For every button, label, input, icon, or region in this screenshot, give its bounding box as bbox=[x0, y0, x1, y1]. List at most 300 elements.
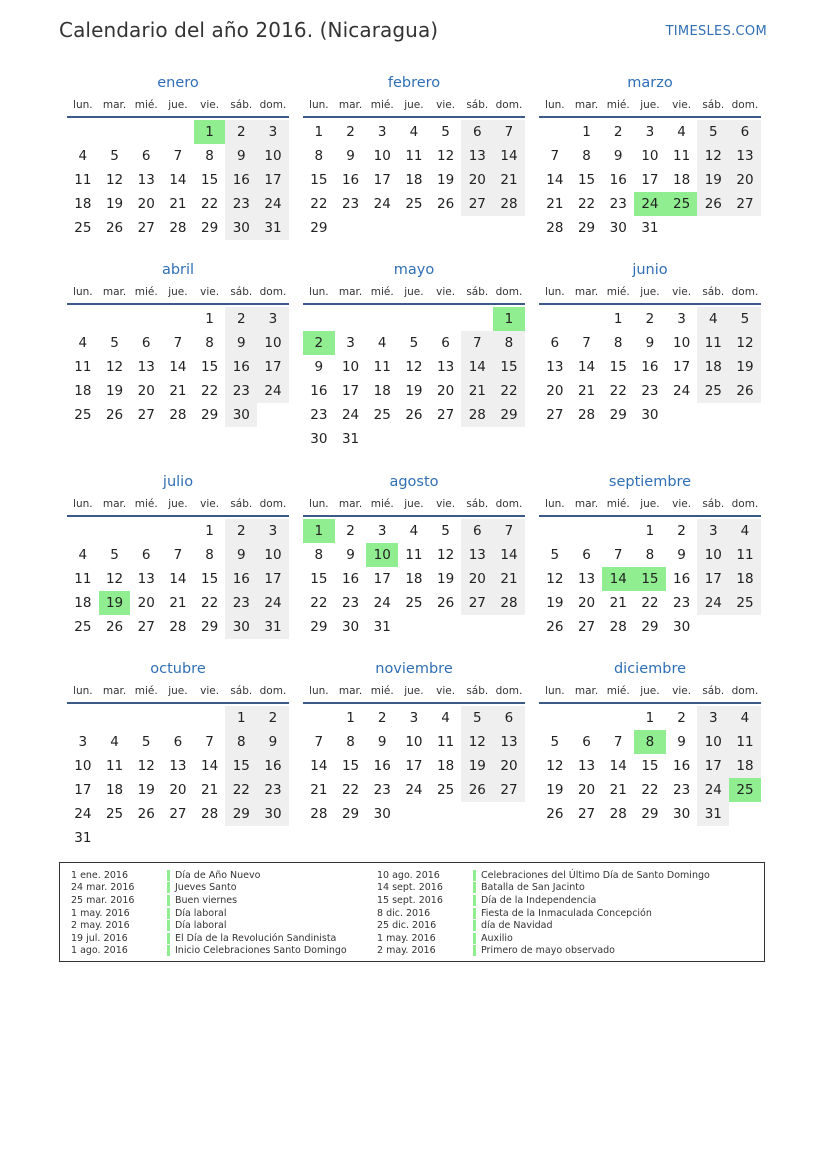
legend-holiday-name: Batalla de San Jacinto bbox=[481, 882, 585, 894]
day-cell: 10 bbox=[641, 148, 659, 164]
day-cell: 2 bbox=[257, 706, 289, 730]
day-cell: 8 bbox=[582, 148, 591, 164]
day-cell: 9 bbox=[677, 734, 686, 750]
day-cell: 13 bbox=[461, 144, 493, 168]
day-cell: 24 bbox=[257, 591, 289, 615]
day-empty bbox=[194, 826, 226, 850]
month-agosto bbox=[303, 471, 525, 639]
day-cell: 11 bbox=[405, 148, 423, 164]
week-row bbox=[539, 567, 761, 591]
day-empty bbox=[729, 615, 761, 639]
day-cell: 10 bbox=[74, 758, 92, 774]
day-cell: 28 bbox=[609, 619, 627, 635]
day-cell: 13 bbox=[577, 571, 596, 587]
day-cell: 15 bbox=[493, 355, 525, 379]
month-title: octubre bbox=[150, 661, 206, 677]
weekday-label: mar. bbox=[338, 99, 363, 111]
holiday-marker-icon bbox=[473, 920, 476, 931]
day-cell: 19 bbox=[105, 196, 124, 212]
day-cell: 23 bbox=[641, 383, 659, 399]
weekday-label: dom. bbox=[495, 685, 523, 697]
month-title: enero bbox=[157, 75, 199, 91]
day-cell: 12 bbox=[105, 359, 124, 375]
day-cell: 29 bbox=[201, 220, 219, 236]
month-title: agosto bbox=[389, 474, 439, 490]
day-cell: 21 bbox=[577, 383, 596, 399]
day-cell: 3 bbox=[697, 706, 729, 730]
day-cell: 25 bbox=[437, 782, 455, 798]
day-cell: 5 bbox=[550, 547, 560, 563]
day-cell: 9 bbox=[257, 730, 289, 754]
day-cell: 31 bbox=[697, 802, 729, 826]
weekday-header bbox=[67, 680, 289, 702]
day-cell: 11 bbox=[405, 547, 423, 563]
day-cell: 13 bbox=[169, 758, 187, 774]
legend-date: 1 ago. 2016 bbox=[71, 945, 128, 957]
day-cell: 11 bbox=[437, 734, 455, 750]
day-cell: 12 bbox=[546, 571, 564, 587]
day-cell: 10 bbox=[697, 543, 729, 567]
day-cell: 5 bbox=[110, 547, 119, 563]
day-cell: 3 bbox=[697, 519, 729, 543]
legend-holiday-name: Día laboral bbox=[175, 920, 227, 932]
day-cell: 4 bbox=[78, 148, 88, 164]
week-row bbox=[67, 120, 289, 144]
day-cell: 6 bbox=[141, 547, 151, 563]
day-cell: 17 bbox=[257, 168, 289, 192]
weekday-label: mié. bbox=[606, 286, 630, 298]
day-cell: 4 bbox=[441, 710, 450, 726]
day-empty bbox=[366, 427, 398, 451]
holiday-marker-icon bbox=[167, 870, 170, 881]
day-cell: 5 bbox=[441, 124, 450, 140]
day-cell: 3 bbox=[257, 120, 289, 144]
holiday-marker-icon bbox=[473, 882, 476, 893]
holiday-marker-icon bbox=[473, 895, 476, 906]
day-cell: 5 bbox=[550, 734, 560, 750]
week-row bbox=[539, 778, 761, 802]
day-cell: 9 bbox=[225, 331, 257, 355]
day-cell: 16 bbox=[373, 758, 391, 774]
day-empty bbox=[539, 706, 571, 730]
week-row bbox=[303, 379, 525, 403]
legend-item bbox=[71, 869, 347, 882]
day-cell: 25 bbox=[74, 220, 92, 236]
header-divider bbox=[303, 515, 525, 517]
day-cell: 19 bbox=[546, 782, 564, 798]
day-empty bbox=[539, 519, 571, 543]
day-cell: 28 bbox=[201, 806, 219, 822]
day-cell: 10 bbox=[257, 543, 289, 567]
day-cell: 20 bbox=[137, 383, 155, 399]
weekday-label: mié. bbox=[606, 685, 630, 697]
day-cell: 11 bbox=[74, 172, 92, 188]
day-cell: 3 bbox=[409, 710, 419, 726]
day-cell: 22 bbox=[493, 379, 525, 403]
header-divider bbox=[67, 515, 289, 517]
day-cell: 4 bbox=[729, 706, 761, 730]
day-cell: 17 bbox=[373, 172, 391, 188]
day-cell: 14 bbox=[461, 355, 493, 379]
weekday-label: sáb. bbox=[230, 99, 253, 111]
day-cell: 25 bbox=[729, 591, 761, 615]
day-cell: 21 bbox=[310, 782, 328, 798]
day-cell: 30 bbox=[257, 802, 289, 826]
legend-item bbox=[71, 907, 347, 920]
day-cell: 15 bbox=[341, 758, 360, 774]
day-cell: 22 bbox=[225, 778, 257, 802]
day-cell: 18 bbox=[405, 571, 423, 587]
day-cell: 18 bbox=[405, 172, 423, 188]
day-cell: 14 bbox=[169, 359, 187, 375]
day-empty bbox=[666, 403, 698, 427]
holiday-marker-icon bbox=[473, 908, 476, 919]
weekday-label: vie. bbox=[436, 286, 456, 298]
weekday-label: jue. bbox=[640, 685, 660, 697]
week-row bbox=[67, 403, 289, 427]
day-cell: 3 bbox=[645, 124, 655, 140]
week-row bbox=[303, 730, 525, 754]
day-cell: 23 bbox=[225, 591, 257, 615]
day-cell-holiday: 10 bbox=[366, 543, 398, 567]
day-cell: 8 bbox=[205, 547, 214, 563]
day-cell: 7 bbox=[314, 734, 324, 750]
day-cell: 19 bbox=[729, 355, 761, 379]
day-cell: 5 bbox=[461, 706, 493, 730]
day-cell: 8 bbox=[225, 730, 257, 754]
day-cell: 26 bbox=[546, 806, 564, 822]
day-cell: 24 bbox=[673, 383, 691, 399]
legend-column-right bbox=[377, 869, 710, 957]
week-row bbox=[303, 591, 525, 615]
holiday-marker-icon bbox=[167, 908, 170, 919]
weekday-label: dom. bbox=[259, 498, 287, 510]
weekday-header bbox=[67, 94, 289, 116]
day-cell-holiday: 19 bbox=[99, 591, 131, 615]
week-row bbox=[539, 120, 761, 144]
weekday-label: mar. bbox=[102, 685, 127, 697]
weekday-header bbox=[303, 281, 525, 303]
day-empty bbox=[493, 427, 525, 451]
day-cell: 27 bbox=[577, 806, 596, 822]
day-cell: 6 bbox=[141, 148, 151, 164]
header-divider bbox=[67, 303, 289, 305]
day-cell: 10 bbox=[697, 730, 729, 754]
day-cell: 4 bbox=[78, 547, 88, 563]
weekday-header bbox=[539, 493, 761, 515]
legend-item bbox=[71, 945, 347, 958]
day-empty bbox=[194, 706, 226, 730]
weekday-label: mié. bbox=[134, 685, 158, 697]
day-cell: 30 bbox=[673, 806, 691, 822]
month-title: febrero bbox=[387, 75, 441, 91]
legend-date: 24 mar. 2016 bbox=[71, 882, 135, 894]
day-empty bbox=[398, 216, 430, 240]
day-cell: 1 bbox=[582, 124, 591, 140]
day-cell: 18 bbox=[74, 383, 92, 399]
day-cell: 20 bbox=[437, 383, 455, 399]
day-empty bbox=[130, 120, 162, 144]
day-cell: 15 bbox=[201, 359, 219, 375]
legend-holiday-name: Día de la Independencia bbox=[481, 894, 597, 906]
week-row bbox=[67, 216, 289, 240]
day-cell: 19 bbox=[546, 595, 564, 611]
day-cell: 17 bbox=[673, 359, 691, 375]
day-cell: 30 bbox=[310, 431, 328, 447]
weekday-label: mié. bbox=[134, 99, 158, 111]
day-cell: 2 bbox=[613, 124, 623, 140]
day-cell-holiday: 14 bbox=[602, 567, 634, 591]
weekday-label: dom. bbox=[259, 685, 287, 697]
day-cell: 3 bbox=[346, 335, 355, 351]
header-divider bbox=[67, 116, 289, 118]
day-empty bbox=[130, 826, 162, 850]
day-cell: 26 bbox=[137, 806, 155, 822]
legend-date: 2 may. 2016 bbox=[71, 920, 130, 932]
day-empty bbox=[162, 120, 194, 144]
day-cell: 2 bbox=[677, 710, 686, 726]
day-cell: 13 bbox=[137, 172, 155, 188]
day-cell: 21 bbox=[493, 168, 525, 192]
day-cell: 20 bbox=[137, 196, 155, 212]
day-cell: 4 bbox=[729, 519, 761, 543]
day-cell: 29 bbox=[577, 220, 596, 236]
day-cell: 26 bbox=[105, 619, 124, 635]
day-empty bbox=[539, 307, 571, 331]
month-octubre bbox=[67, 658, 289, 850]
day-cell: 30 bbox=[609, 220, 627, 236]
day-cell: 23 bbox=[341, 196, 360, 212]
legend-date: 10 ago. 2016 bbox=[377, 869, 440, 881]
day-cell: 20 bbox=[729, 168, 761, 192]
day-cell: 25 bbox=[74, 407, 92, 423]
day-cell: 22 bbox=[201, 383, 219, 399]
day-empty bbox=[729, 802, 761, 826]
day-cell: 9 bbox=[346, 547, 355, 563]
day-cell: 23 bbox=[609, 196, 627, 212]
day-cell: 19 bbox=[697, 168, 729, 192]
week-row bbox=[67, 826, 289, 850]
day-cell: 11 bbox=[74, 359, 92, 375]
weekday-label: dom. bbox=[495, 99, 523, 111]
day-empty bbox=[398, 802, 430, 826]
weekday-label: sáb. bbox=[466, 685, 489, 697]
day-cell: 7 bbox=[205, 734, 214, 750]
day-cell: 14 bbox=[201, 758, 219, 774]
day-empty bbox=[67, 307, 99, 331]
day-cell: 5 bbox=[110, 335, 119, 351]
day-cell: 18 bbox=[729, 754, 761, 778]
day-cell: 17 bbox=[697, 754, 729, 778]
week-row bbox=[67, 331, 289, 355]
day-cell: 6 bbox=[441, 335, 450, 351]
day-cell-holiday: 25 bbox=[666, 192, 698, 216]
day-cell: 19 bbox=[137, 782, 155, 798]
day-cell: 4 bbox=[409, 124, 419, 140]
day-cell: 15 bbox=[225, 754, 257, 778]
day-cell: 19 bbox=[437, 571, 455, 587]
weekday-label: mar. bbox=[338, 286, 363, 298]
day-cell: 29 bbox=[493, 403, 525, 427]
day-empty bbox=[99, 826, 131, 850]
brand-logo[interactable]: TIMESLES.COM bbox=[665, 24, 767, 39]
day-cell: 21 bbox=[609, 595, 627, 611]
day-empty bbox=[366, 216, 398, 240]
day-cell: 18 bbox=[729, 567, 761, 591]
weekday-header bbox=[303, 680, 525, 702]
day-cell: 16 bbox=[225, 567, 257, 591]
legend-holiday-name: Buen viernes bbox=[175, 894, 238, 906]
weekday-label: jue. bbox=[404, 99, 424, 111]
header-divider bbox=[539, 702, 761, 704]
day-cell: 2 bbox=[346, 124, 355, 140]
month-abril bbox=[67, 259, 289, 427]
day-cell: 30 bbox=[225, 216, 257, 240]
day-cell: 7 bbox=[550, 148, 560, 164]
day-cell: 31 bbox=[74, 830, 92, 846]
day-cell: 23 bbox=[673, 595, 691, 611]
day-cell: 26 bbox=[105, 220, 124, 236]
day-cell: 12 bbox=[105, 172, 124, 188]
day-cell: 5 bbox=[110, 148, 119, 164]
day-cell-holiday: 1 bbox=[303, 519, 335, 543]
day-cell: 13 bbox=[546, 359, 564, 375]
weekday-label: jue. bbox=[404, 498, 424, 510]
day-cell: 22 bbox=[201, 196, 219, 212]
day-empty bbox=[162, 519, 194, 543]
weekday-label: lun. bbox=[545, 99, 565, 111]
weekday-label: mar. bbox=[574, 286, 599, 298]
month-septiembre bbox=[539, 471, 761, 639]
day-cell: 5 bbox=[409, 335, 419, 351]
day-cell: 27 bbox=[137, 407, 155, 423]
day-cell: 25 bbox=[105, 806, 124, 822]
holiday-marker-icon bbox=[473, 945, 476, 956]
legend-item bbox=[377, 894, 710, 907]
day-cell: 31 bbox=[373, 619, 391, 635]
week-row bbox=[539, 730, 761, 754]
weekday-label: lun. bbox=[545, 498, 565, 510]
day-cell: 9 bbox=[645, 335, 655, 351]
day-cell: 23 bbox=[225, 192, 257, 216]
day-cell: 30 bbox=[225, 403, 257, 427]
week-row bbox=[303, 120, 525, 144]
day-cell: 19 bbox=[437, 172, 455, 188]
day-empty bbox=[130, 307, 162, 331]
weekday-label: vie. bbox=[436, 685, 456, 697]
day-cell: 3 bbox=[78, 734, 88, 750]
day-cell: 1 bbox=[205, 311, 214, 327]
weekday-label: mar. bbox=[102, 498, 127, 510]
weekday-label: lun. bbox=[545, 685, 565, 697]
day-cell: 1 bbox=[645, 523, 655, 539]
day-cell: 16 bbox=[341, 172, 360, 188]
day-cell: 30 bbox=[373, 806, 391, 822]
day-empty bbox=[303, 307, 335, 331]
holiday-legend bbox=[59, 862, 765, 962]
legend-item bbox=[377, 907, 710, 920]
weekday-label: lun. bbox=[309, 286, 329, 298]
day-cell: 25 bbox=[373, 407, 391, 423]
day-cell: 21 bbox=[169, 595, 187, 611]
day-cell: 27 bbox=[461, 591, 493, 615]
day-cell: 20 bbox=[493, 754, 525, 778]
month-enero bbox=[67, 72, 289, 240]
weekday-header bbox=[539, 680, 761, 702]
day-cell: 30 bbox=[225, 615, 257, 639]
header-divider bbox=[303, 303, 525, 305]
day-cell: 24 bbox=[74, 806, 92, 822]
weekday-label: sáb. bbox=[230, 498, 253, 510]
day-cell: 2 bbox=[377, 710, 387, 726]
week-row bbox=[67, 168, 289, 192]
day-cell: 8 bbox=[613, 335, 623, 351]
day-cell: 5 bbox=[141, 734, 151, 750]
day-cell: 6 bbox=[461, 519, 493, 543]
day-cell: 24 bbox=[373, 196, 391, 212]
weekday-label: lun. bbox=[73, 286, 93, 298]
week-row bbox=[303, 754, 525, 778]
day-empty bbox=[257, 826, 289, 850]
day-cell: 16 bbox=[225, 355, 257, 379]
day-empty bbox=[162, 307, 194, 331]
day-cell: 14 bbox=[310, 758, 328, 774]
header-divider bbox=[539, 515, 761, 517]
day-empty bbox=[697, 216, 729, 240]
day-cell: 7 bbox=[493, 120, 525, 144]
day-cell-holiday: 25 bbox=[729, 778, 761, 802]
day-cell: 28 bbox=[493, 192, 525, 216]
day-cell: 12 bbox=[405, 359, 423, 375]
day-cell: 23 bbox=[373, 782, 391, 798]
day-cell: 8 bbox=[314, 547, 324, 563]
day-empty bbox=[571, 307, 603, 331]
day-cell: 23 bbox=[225, 379, 257, 403]
day-cell: 15 bbox=[201, 571, 219, 587]
day-empty bbox=[366, 307, 398, 331]
day-cell-holiday: 1 bbox=[194, 120, 226, 144]
day-cell: 2 bbox=[225, 307, 257, 331]
weekday-label: jue. bbox=[168, 286, 188, 298]
holiday-marker-icon bbox=[167, 933, 170, 944]
day-cell: 30 bbox=[341, 619, 360, 635]
week-row bbox=[67, 379, 289, 403]
day-cell: 29 bbox=[609, 407, 627, 423]
weekday-label: mar. bbox=[574, 99, 599, 111]
day-cell: 14 bbox=[546, 172, 564, 188]
day-cell: 4 bbox=[409, 523, 419, 539]
day-cell: 30 bbox=[641, 407, 659, 423]
day-cell: 10 bbox=[257, 331, 289, 355]
weekday-label: dom. bbox=[731, 286, 759, 298]
month-marzo bbox=[539, 72, 761, 240]
legend-holiday-name: Día laboral bbox=[175, 907, 227, 919]
day-cell: 20 bbox=[169, 782, 187, 798]
day-empty bbox=[461, 615, 493, 639]
legend-holiday-name: Celebraciones del Último Día de Santo Domingo bbox=[481, 869, 710, 881]
day-cell: 18 bbox=[74, 196, 92, 212]
day-cell: 27 bbox=[169, 806, 187, 822]
day-cell: 12 bbox=[437, 547, 455, 563]
day-empty bbox=[571, 519, 603, 543]
day-cell: 14 bbox=[577, 359, 596, 375]
day-cell: 27 bbox=[437, 407, 455, 423]
weekday-label: lun. bbox=[73, 685, 93, 697]
week-row bbox=[67, 754, 289, 778]
legend-date: 25 mar. 2016 bbox=[71, 894, 135, 906]
day-cell: 14 bbox=[609, 758, 627, 774]
day-cell: 29 bbox=[310, 619, 328, 635]
